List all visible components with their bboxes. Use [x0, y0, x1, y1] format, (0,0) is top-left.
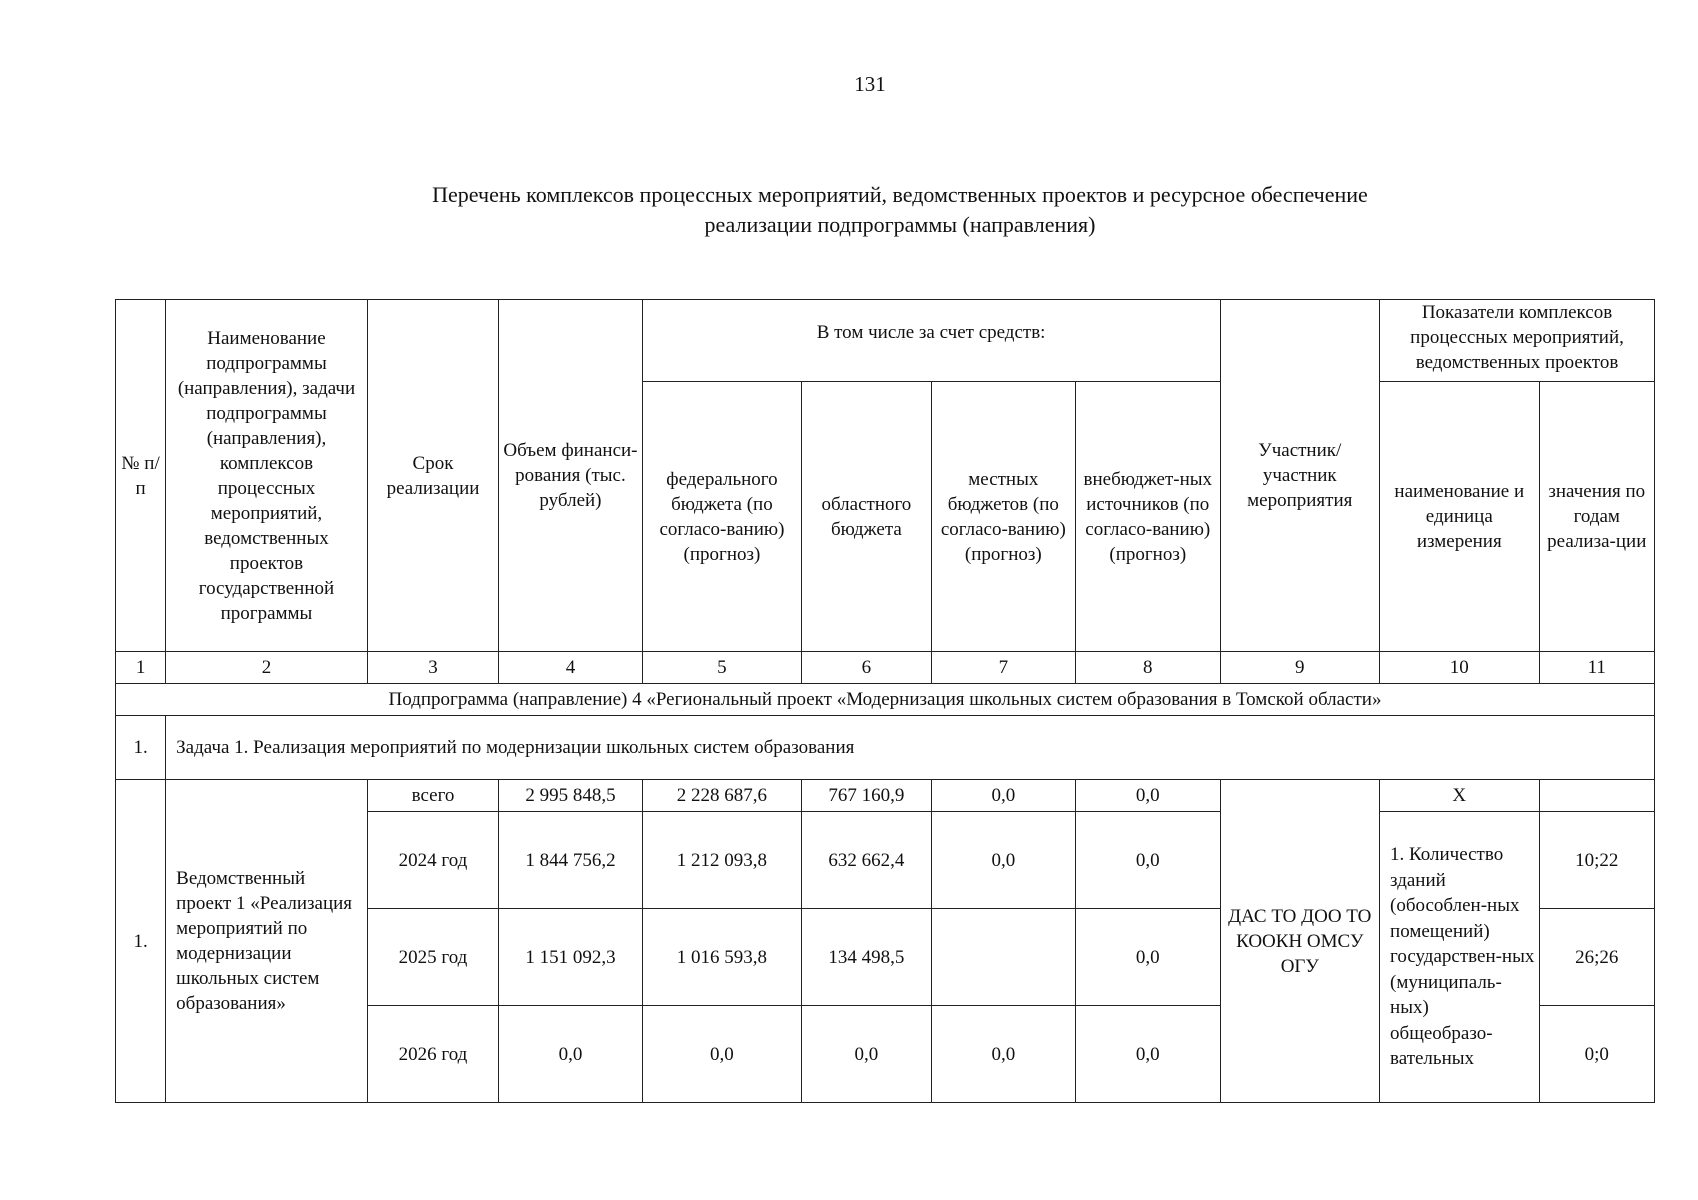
project-participant: ДАС ТО ДОО ТО КООКН ОМСУ ОГУ — [1220, 780, 1380, 1103]
column-number: 9 — [1220, 652, 1380, 684]
header-num: № п/п — [116, 300, 166, 652]
row-value — [1539, 780, 1654, 812]
row-local: 0,0 — [931, 780, 1075, 812]
column-number: 7 — [931, 652, 1075, 684]
row-value: 26;26 — [1539, 909, 1654, 1006]
header-period: Срок реализации — [367, 300, 498, 652]
header-indicator-name: наименование и единица измерения — [1380, 382, 1540, 652]
header-indicators: Показатели комплексов процессных мероприятий, ведомственных проектов — [1380, 300, 1655, 382]
resource-table — [115, 299, 1655, 1103]
row-extra: 0,0 — [1076, 1006, 1220, 1103]
header-regional: областного бюджета — [802, 382, 931, 652]
title-line-2: реализации подпрограммы (направления) — [704, 212, 1096, 237]
column-number: 4 — [499, 652, 642, 684]
row-regional: 0,0 — [802, 1006, 931, 1103]
row-extra: 0,0 — [1076, 909, 1220, 1006]
indicator-name: 1. Количество зданий (обособлен-ных помещений) государствен-ных (муниципаль-ных) общеобразо-вательных — [1380, 812, 1540, 1103]
header-name: Наименование подпрограммы (направления), задачи подпрограммы (направления), комплексов процессных мероприятий, ведомственных проектов государственной программы — [166, 300, 368, 652]
column-number: 2 — [166, 652, 368, 684]
column-number: 10 — [1380, 652, 1540, 684]
row-local: 0,0 — [931, 1006, 1075, 1103]
column-number: 1 — [116, 652, 166, 684]
page-number: 131 — [854, 72, 886, 96]
row-regional: 632 662,4 — [802, 812, 931, 909]
row-value: 0;0 — [1539, 1006, 1654, 1103]
row-extra: 0,0 — [1076, 780, 1220, 812]
row-volume: 0,0 — [499, 1006, 642, 1103]
header-federal: федерального бюджета (по согласо-ванию) (прогноз) — [642, 382, 802, 652]
row-period: 2025 год — [367, 909, 498, 1006]
column-number: 5 — [642, 652, 802, 684]
row-extra: 0,0 — [1076, 812, 1220, 909]
row-federal: 0,0 — [642, 1006, 802, 1103]
task-text: Задача 1. Реализация мероприятий по модернизации школьных систем образования — [166, 716, 1655, 780]
row-regional: 134 498,5 — [802, 909, 931, 1006]
column-number: 8 — [1076, 652, 1220, 684]
task-num: 1. — [116, 716, 166, 780]
header-including: В том числе за счет средств: — [642, 300, 1220, 382]
header-indicator-values: значения по годам реализа-ции — [1539, 382, 1654, 652]
table-row — [116, 780, 1655, 812]
row-period: всего — [367, 780, 498, 812]
row-federal: 1 212 093,8 — [642, 812, 802, 909]
title-line-1: Перечень комплексов процессных мероприятий, ведомственных проектов и ресурсное обеспечение — [432, 182, 1368, 207]
row-volume: 1 151 092,3 — [499, 909, 642, 1006]
row-value: 10;22 — [1539, 812, 1654, 909]
column-number: 3 — [367, 652, 498, 684]
header-extrabudget: внебюджет-ных источников (по согласо-ванию) (прогноз) — [1076, 382, 1220, 652]
row-period: 2024 год — [367, 812, 498, 909]
column-number: 6 — [802, 652, 931, 684]
row-period: 2026 год — [367, 1006, 498, 1103]
row-volume: 1 844 756,2 — [499, 812, 642, 909]
column-number-row — [116, 652, 1655, 684]
header-local: местных бюджетов (по согласо-ванию) (прогноз) — [931, 382, 1075, 652]
row-federal: 2 228 687,6 — [642, 780, 802, 812]
column-number: 11 — [1539, 652, 1654, 684]
document-title — [0, 180, 1698, 240]
row-local: 0,0 — [931, 812, 1075, 909]
row-federal: 1 016 593,8 — [642, 909, 802, 1006]
project-name: Ведомственный проект 1 «Реализация мероприятий по модернизации школьных систем образования» — [166, 780, 368, 1103]
header-volume: Объем финанси-рования (тыс. рублей) — [499, 300, 642, 652]
row-volume: 2 995 848,5 — [499, 780, 642, 812]
row-regional: 767 160,9 — [802, 780, 931, 812]
row-indicator: Х — [1380, 780, 1540, 812]
subprogram-row: Подпрограмма (направление) 4 «Региональный проект «Модернизация школьных систем образования в Томской области» — [116, 684, 1655, 716]
header-participant: Участник/ участник мероприятия — [1220, 300, 1380, 652]
row-local — [931, 909, 1075, 1006]
project-num: 1. — [116, 780, 166, 1103]
